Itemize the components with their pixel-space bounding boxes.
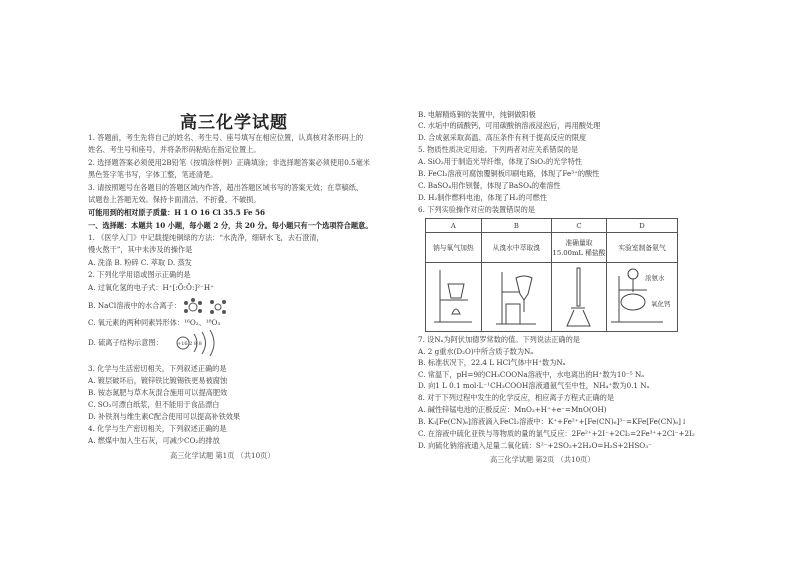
question-line: 1. 《医学入门》中记载提纯铜绿的方法：“水洗净，细研水飞，去石澄清， — [88, 233, 324, 242]
question-line: D. H₂制作燃料电池，体现了H₂的可燃性 — [418, 193, 548, 202]
water-hydrated-ion-figure — [184, 298, 229, 316]
question-line: C. 在溶液中硫化亚铁与等物质的量的氯气反应：2Fe²⁺+2I⁻+2Cl₂=2Fe³⁺+2Cl⁻+2I₂ — [418, 429, 695, 438]
burette-flask-apparatus — [551, 263, 606, 332]
exam-title: 高三化学试题 — [180, 113, 288, 133]
question-line: D. 向硫化钠溶液通入足量二氧化硫：S²⁻+2SO₂+2H₂O=H₂S+2HSO₃⁻ — [418, 441, 652, 450]
question-line: 8. 对于下列过程中发生的化学反应，相应离子方程式正确的是 — [418, 393, 615, 402]
instruction-line: 姓名、考生号和座号，并将条形码粘贴在指定位置上。 — [88, 145, 261, 154]
question-line: D. 补铁剂与维生素C配合使用可以提高补铁效果 — [88, 412, 241, 421]
separatory-funnel-apparatus — [481, 263, 551, 332]
label-calcium-oxide: 氧化钙 — [651, 300, 671, 308]
ammonia-prep-apparatus — [607, 263, 678, 332]
caption: 实验室制备氨气 — [607, 233, 678, 263]
caption: 准确量取 15.00mL 稀盐酸 — [551, 233, 606, 263]
section-heading: 一、选择题：本题共 10 小题，每小题 2 分，共 20 分。每小题只有一个选项符合题意。 — [88, 221, 373, 230]
question-line: 慢火熬干”，其中未涉及的操作是 — [88, 245, 193, 254]
question-line: C. BaSO₄用作钡餐，体现了BaSO₄的难溶性 — [418, 181, 561, 190]
instruction-line: 3. 请按照题号在各题目的答题区域内作答，超出答题区域书写的答案无效；在草稿纸、 — [88, 183, 364, 192]
question-line: A. 2 g重水(D₂O)中所含质子数为Nₐ — [418, 347, 534, 356]
question-line: C. 氧元素的两种同素异形体：¹⁶O₂、¹⁸O₃ — [88, 318, 221, 327]
instruction-line: 1. 答题前，考生先将自己的姓名、考生号、座号填写在相应位置，认真核对条形码上的 — [88, 133, 364, 142]
question-line: C. 常温下，pH=9的CH₃COONa溶液中，水电离出的H⁺数为10⁻⁵ Nₐ — [418, 370, 645, 379]
question-line: D. 硫离子结构示意图： — [88, 338, 163, 347]
col-header: C — [551, 219, 606, 233]
question-line: 3. 化学与生活密切相关，下列叙述正确的是 — [88, 364, 227, 373]
label-conc-ammonia: 浓氨水 — [645, 274, 665, 282]
question-line: 6. 下列实验操作对应的装置错误的是 — [418, 205, 535, 214]
caption: 从溴水中萃取溴 — [481, 233, 551, 263]
question-line: D. 合成氨采取高温、高压条件有利于提高反应的限度 — [418, 133, 587, 142]
question-line: B. FeCl₃溶液可腐蚀覆铜板印刷电路，体现了Fe³⁺的酸性 — [418, 169, 600, 178]
question-line: 5. 物质性质决定用途。下列两者对应关系错误的是 — [418, 145, 579, 154]
instruction-line: 黑色签字笔书写，字体工整，笔迹清楚。 — [88, 170, 218, 179]
page-footer: 高三化学试题 第2页 （共10页） — [490, 455, 595, 464]
question-line: A. 碱性锌锰电池的正极反应：MnO₂+H⁺+e⁻=MnO(OH) — [418, 405, 607, 414]
instruction-line: 试题卷上答题无效。保持卡面清洁，不折叠、不破损。 — [88, 195, 261, 204]
question-line: B. K₃[Fe(CN)₆]溶液滴入FeCl₂溶液中：K⁺+Fe²⁺+[Fe(CN)₆]³⁻=KFe[Fe(CN)₆]↓ — [418, 417, 687, 426]
question-line: B. 电解精炼铜的装置中，纯铜做阳极 — [418, 110, 536, 119]
question-line: A. 镀层破坏后，镀锌铁比镀锡铁更易被腐蚀 — [88, 376, 228, 385]
question-line: A. 洗涤 B. 粉碎 C. 萃取 D. 蒸发 — [88, 258, 192, 267]
caption: 钠与氧气加热 — [426, 233, 482, 263]
col-header: A — [426, 219, 482, 233]
col-header: D — [607, 219, 678, 233]
question-line: B. 铵态氮肥与草木灰混合施用可以提高肥效 — [88, 388, 228, 397]
question-line: 2. 下列化学用语或图示正确的是 — [88, 270, 191, 279]
question-line: A. SiO₂用于制造光导纤维，体现了SiO₂的光学特性 — [418, 157, 582, 166]
sulfur-diagram-text: +16 2 8 8 — [177, 341, 202, 347]
question-line: C. 水垢中的硫酸钙，可用碳酸钠溶液浸泡后，再用酸处理 — [418, 121, 601, 130]
col-header: B — [481, 219, 551, 233]
question-line: 7. 设Nₐ为阿伏加德罗常数的值。下列说法正确的是 — [418, 335, 580, 344]
page-footer: 高三化学试题 第1页 （共10页） — [170, 451, 275, 460]
question-line: B. 标准状况下，22.4 L HCl气体中H⁺数为Nₐ — [418, 358, 566, 367]
crucible-heating-apparatus — [426, 263, 482, 332]
experiment-table — [425, 218, 678, 332]
question-line: 4. 化学与生产密切相关，下列叙述正确的是 — [88, 424, 227, 433]
question-line: A. 过氧化氢的电子式：H⁺[:Ö:Ö:]²⁻H⁺ — [88, 283, 214, 292]
atomic-mass-line: 可能用到的相对原子质量：H 1 O 16 Cl 35.5 Fe 56 — [88, 208, 266, 217]
question-line: A. 燃煤中加入生石灰，可减少CO₂的排放 — [88, 436, 220, 445]
question-line: D. 向1 L 0.1 mol·L⁻¹CH₃COOH溶液通氨气至中性，NH₄⁺数为0.1 Nₐ — [418, 381, 650, 390]
instruction-line: 2. 选择题答案必须使用2B铅笔（按填涂样例）正确填涂；非选择题答案必须使用0.5毫米 — [88, 158, 370, 167]
question-line: C. SO₂可漂白纸浆，但不能用于食品漂白 — [88, 400, 220, 409]
sulfur-ion-structure-figure — [174, 330, 224, 356]
question-line: B. NaCl溶液中的水合离子： — [88, 301, 181, 310]
